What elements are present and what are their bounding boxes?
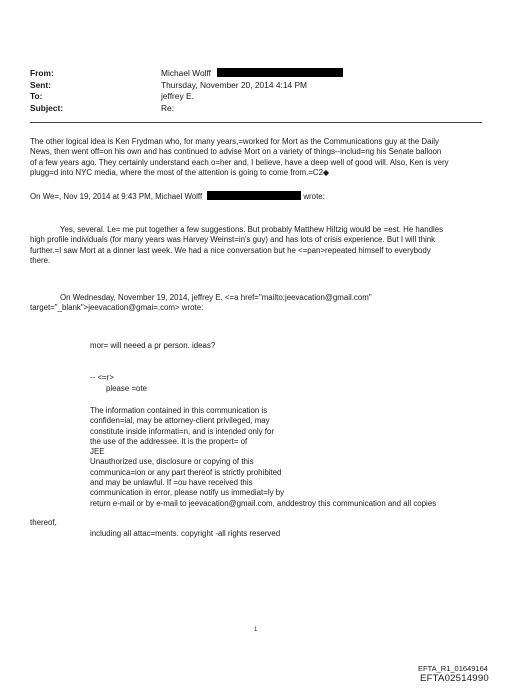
disclaimer-line: communication in error, please notify us immediat=ly by bbox=[90, 488, 285, 498]
disclaimer-thereof: thereof, bbox=[30, 518, 57, 527]
subject-label: Subject: bbox=[30, 103, 64, 113]
disclaimer-line: JEE bbox=[90, 447, 105, 457]
sent-value: Thursday, November 20, 2014 4:14 PM bbox=[161, 80, 308, 90]
quoted-header-wednesday bbox=[30, 293, 490, 314]
to-value: jeffrey E. bbox=[161, 91, 194, 101]
header-divider bbox=[30, 122, 482, 123]
sender-name: Michael Wolff bbox=[161, 68, 211, 78]
signature-note: please =ote bbox=[106, 384, 148, 393]
disclaimer-block bbox=[90, 406, 490, 509]
text-line: there. bbox=[30, 255, 51, 265]
text-line: The other logical idea is Ken Frydman who, for many years,=worked for Mort as the Communications guy at the Daily bbox=[30, 137, 439, 146]
paragraph-reply bbox=[30, 137, 485, 178]
subject-value: Re: bbox=[161, 103, 175, 113]
sent-label: Sent: bbox=[30, 80, 51, 90]
text-line: of a few years ago. They certainly understand each o=her and, I believe, have a deep well of good will. Also, Ken is very bbox=[30, 157, 449, 167]
disclaimer-line: Unauthorized use, disclosure or copying of this bbox=[90, 457, 254, 467]
disclaimer-attachments: including all attac=ments. copyright -all rights reserved bbox=[90, 529, 281, 538]
to-label: To: bbox=[30, 91, 43, 101]
quoted-header-prefix: On We=, Nov 19, 2014 at 9:43 PM, Michael Wolff bbox=[30, 192, 203, 201]
bates-number-large: EFTA02514990 bbox=[420, 673, 489, 684]
redaction-block bbox=[207, 191, 301, 200]
quoted-header-line bbox=[30, 191, 325, 202]
disclaimer-line: and may be unlawful. If =ou have received this bbox=[90, 478, 253, 488]
page-number: 1 bbox=[254, 627, 258, 633]
text-line: target="_blank">jeevacation@gmai=.com> wrote: bbox=[30, 303, 204, 313]
disclaimer-line: return e-mail or by e-mail to jeevacation@gmail.com, anddestroy this communication and all copies bbox=[90, 498, 437, 508]
paragraph-suggestions bbox=[30, 225, 485, 266]
text-line: On Wednesday, November 19, 2014, jeffrey E. <=a href="mailto:jeevacation@gmail.com" bbox=[60, 293, 372, 302]
disclaimer-line: The information contained in this communication is bbox=[90, 406, 268, 415]
text-line: high profile individuals (for many years was Harvey Weinst=in's guy) and has lots of crisis experience. But I will think bbox=[30, 235, 436, 245]
disclaimer-line: constitute inside informati=n, and is intended only for bbox=[90, 426, 275, 436]
quoted-message: mor= will neeed a pr person. ideas? bbox=[90, 341, 216, 350]
text-line: plugg=d into NYC media, where the most of the attention is going to come from.=C2◆ bbox=[30, 167, 330, 177]
disclaimer-line: confiden=ial, may be attorney-client privileged, may bbox=[90, 416, 270, 426]
quoted-header-suffix: wrote: bbox=[303, 192, 325, 201]
disclaimer-line: communica=ion or any part thereof is strictly prohibited bbox=[90, 467, 282, 477]
text-line: Yes, several. Le= me put together a few suggestions. But probably Matthew Hiltzig would be =est. He handles bbox=[60, 225, 444, 234]
signature-line: -- <=r> bbox=[90, 373, 114, 382]
from-value bbox=[161, 68, 343, 78]
disclaimer-line: the use of the addressee. It is the propert= of bbox=[90, 436, 248, 446]
text-line: further.=I saw Mort at a dinner last week. We had a nice conversation but he <=pan>repeated himself to everybody bbox=[30, 245, 431, 255]
bates-number-small: EFTA_R1_01649164 bbox=[418, 664, 488, 673]
text-line: News, then went off=on his own and has continued to advise Mort on a variety of things--includ=ng his Senate balloon bbox=[30, 147, 442, 157]
redaction-block bbox=[217, 68, 343, 77]
from-label: From: bbox=[30, 68, 54, 78]
